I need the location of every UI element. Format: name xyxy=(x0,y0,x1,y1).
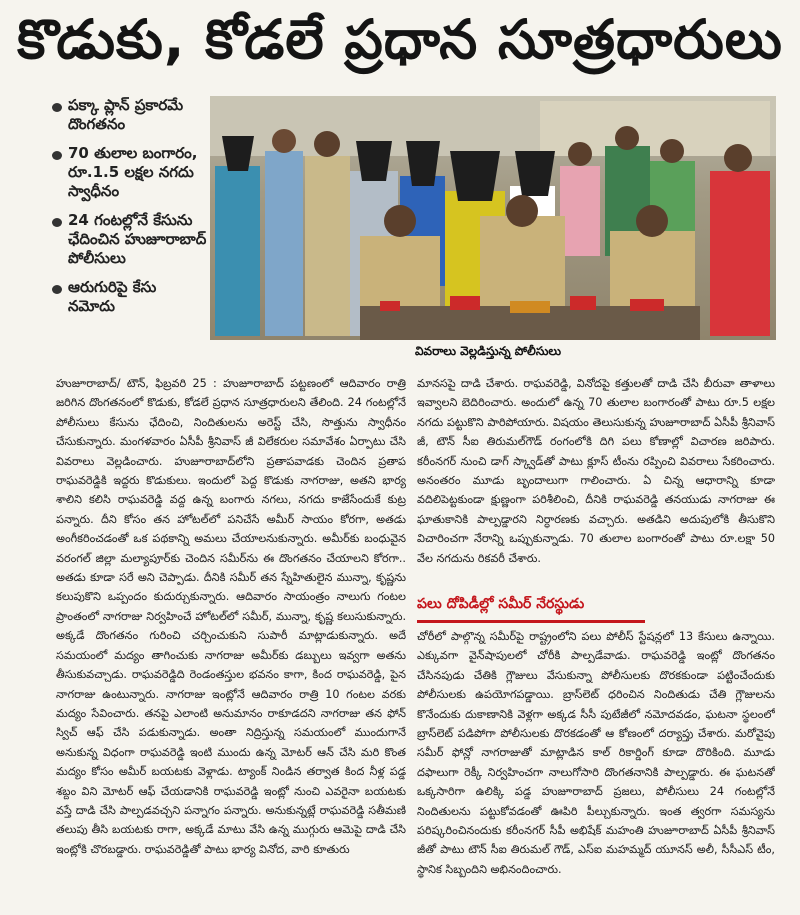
highlight-text: 24 గంటల్లోనే కేసును ఛేదించిన హుజూరాబాద్ పోలీసులు xyxy=(68,211,207,267)
article-paragraph: హుజూరాబాద్/ టౌన్, ఫిబ్రవరి 25 : హుజూరాబాద్ పట్టణంలో ఆదివారం రాత్రి జరిగిన దొంగతనంలో కొడుకు, కోడలే ప్రధాన సూత్రధారులని తేలింది. 24 గంటల్లోనే పోలీసులు కేసును ఛేదించి, నిందితులను అరెస్ట్ చేసి, సొత్తును స్వాధీనం చేసుకున్నారు. మంగళవారం ఏసీపీ శ్రీనివాస్ జీ విలేకరుల సమావేశం ఏర్పాటు చేసి వివరాలు వెల్లడించారు. హుజూరాబాద్‌లోని ప్రతాపవాడకు చెందిన ప్రతాప రాఘవరెడ్డికి ఇద్దరు కొడుకులు. ఇందులో పెద్ద కొడుకు నాగరాజు, అతని భార్య శాలిని కలిసి రాఘవరెడ్డి వద్ద ఉన్న బంగారు నగలు, నగదు కాజేసేందుకే కుట్ర పన్నారు. దీని కోసం తన హోటల్‌లో పనిచేసే అమీర్ సాయం కోరగా, అతడు అంగీకరించడంతో ఒక పథకాన్ని అమలు చేయాలనుకున్నారు. అమీర్‌కు బంధువైన వరంగల్ జిల్లా మల్యాపూర్‌కు చెందిన సమీర్‌ను ఈ దొంగతనం చేయాలని కోరగా.. అతడు కూడా సరే అని చెప్పాడు. దీనికి సమీర్ తన స్నేహితులైన మున్నా, కృష్ణను కలుపుకొని ఒప్పందం కుదుర్చుకున్నారు. ఆదివారం సాయంత్రం నాలుగు గంటల ప్రాంతంలో నాగరాజు నిర్వహించే హోటల్‌లో సమీర్, మున్నా, కృష్ణ కలుసుకున్నారు. అక్కడే దొంగతనం గురించి చర్చించుకుని సుపారీ మాట్లాడుకున్నారు. అదే సమయంలో మద్యం తాగించుకు నాగరాజు అమీర్‌కు డబ్బులు ఇవ్వగా అతను తీసుకువచ్చాడు. రాఘవరెడ్డిది రెండంతస్తుల భవనం కాగా, కింద రాఘవరెడ్డి, పైన నాగరాజు ఉంటున్నారు. నాగరాజు ఇంట్లోనే ఆదివారం రాత్రి 10 గంటల వరకు మద్యం సేవించారు. తనపై ఎలాంటి అనుమానం రాకూడదని నాగరాజు తన ఫోన్ స్విచ్ ఆఫ్ చేసి పడుకున్నాడు. అంతా నిద్రిస్తున్న సమయంలో ముందుగానే అనుకున్న విధంగా రాఘవరెడ్డి ఇంటి ముందు ఉన్న మోటర్ ఆన్ చేసి మరి కొంత మద్యం కోసం అమీర్ బయటకు వెళ్లాడు. ట్యాంక్ నిండిన తర్వాత కింద నీళ్ల పడ్డ శబ్దం విని మోటర్ ఆఫ్ చేయడానికి రాఘవరెడ్డి ఇంట్లో నుంచి ఎవరైనా బయటకు వస్తే దాడి చేసి పాల్పడవచ్చని పన్నాగం పన్నారు. అనుకున్నట్లే రాఘవరెడ్డి సతీమణి తలుపు తీసి బయటకు రాగా, అక్కడే మాటు వేసి ఉన్న ముగ్గురు ఆమెపై దాడి చేసి ఇంట్లోకి చొరబడ్డారు. రాఘవరెడ్డితో పాటు భార్య వినోద, వారి కూతురు xyxy=(56,377,406,856)
bullet-icon xyxy=(52,285,62,294)
subheading-underline xyxy=(417,620,645,623)
bullet-icon xyxy=(52,218,62,227)
press-meet-photo-illustration xyxy=(210,96,776,340)
highlight-item xyxy=(52,211,207,268)
bullet-icon xyxy=(52,103,62,112)
subheading: పలు దోపిడీల్లో సమీర్ నేరస్థుడు xyxy=(417,596,585,612)
news-photo xyxy=(210,96,776,340)
highlight-text: ఆరుగురిపై కేసు నమోదు xyxy=(68,278,157,315)
headline: కొడుకు, కోడలే ప్రధాన సూత్రధారులు xyxy=(17,7,783,71)
highlight-item xyxy=(52,96,207,134)
highlight-item xyxy=(52,278,207,316)
article-column-2 xyxy=(417,374,775,592)
photo-caption: వివరాలు వెల్లడిస్తున్న పోలీసులు xyxy=(415,344,562,358)
article-column-1 xyxy=(56,374,406,912)
article-column-3 xyxy=(417,627,775,913)
article-paragraph: చోరీలో పాల్గొన్న సమీర్‌పై రాష్ట్రంలోని పలు పోలీస్ స్టేషన్లలో 13 కేసులు ఉన్నాయి. ఎక్కువగా వైన్‌షాపులలో చోరీకి పాల్పడేవాడు. రాఘవరెడ్డి ఇంట్లో దొంగతనం చేసినపుడు చేతికి గ్లౌజులు వేసుకున్నా పోలీసులకు దొరకకుండా పట్టించేందుకు పోలీసులకు ఉపయోగపడ్డాయి. బ్రాస్‌లెట్ ధరించిన నిందితుడు చేతి గ్లౌజులను కొనేందుకు దుకాణానికి వెళ్లగా అక్కడ సీసీ పుటేజీలో నమోదవడం, ఘటనా స్థలంలో బ్రాస్‌లెట్ పడిపోగా పోలీసులకు దొరకడంతో ఆ కోణంలో దర్యాప్తు చేశారు. మరోవైపు సమీర్ ఫోన్లో నాగరాజుతో మాట్లాడిన కాల్ రికార్డింగ్ కూడా దొరికింది. మూడు దఫాలుగా రెక్కీ నిర్వహించగా నాలుగోసారి దొంగతనానికి పాల్పడ్డారు. ఈ ఘటనతో ఒక్కసారిగా ఉలిక్కి పడ్డ హుజూరాబాద్ ప్రజలు, పోలీసులు 24 గంటల్లోనే నిందితులను పట్టుకోవడంతో ఊపిరి పీల్చుకున్నారు. ఇంత త్వరగా సమస్యను పరిష్కరించినందుకు కరీంనగర్ సీపీ అభిషేక్ మహంతి హుజూరాబాద్ ఏసీపీ శ్రీనివాస్ జీతో పాటు టౌన్ సీఐ తిరుమల్ గౌడ్, ఎస్ఐ మహమ్మద్ యూనస్ అలీ, సీసీఎస్ టీం, స్థానిక సిబ్బందిని అభినందించారు. xyxy=(417,630,775,876)
bullet-icon xyxy=(52,151,62,160)
highlight-item xyxy=(52,144,207,201)
article-paragraph: మానసపై దాడి చేశారు. రాఘవరెడ్డి, వినోదపై కత్తులతో దాడి చేసి బీరువా తాళాలు ఇవ్వాలని బెదిరించారు. అందులో ఉన్న 70 తులాల బంగారంతో పాటు రూ.5 లక్షల నగదు పట్టుకొని పారిపోయారు. విషయం తెలుసుకున్న హుజూరాబాద్ ఏసీపీ శ్రీనివాస్ జీ, టౌన్ సీఐ తిరుమల్‌గౌడ్ రంగంలోకి దిగి పలు కోణాల్లో విచారణ జరిపారు. కరీంనగర్ నుంచి డాగ్ స్క్వాడ్‌తో పాటు క్లూస్ టీంను రప్పించి వివరాలు సేకరించారు. అనంతరం మూడు బృందాలుగా గాలించారు. ఏ చిన్న ఆధారాన్ని కూడా వదిలిపెట్టకుండా క్షుణ్ణంగా పరిశీలించి, దీనికి రాఘవరెడ్డి తనయుడు నాగరాజు ఈ ఘాతుకానికి పాల్పడ్డారని నిర్ధారణకు వచ్చారు. అతడిని అదుపులోకి తీసుకొని విచారించగా నేరాన్ని ఒప్పుకున్నాడు. 70 తులాల బంగారంతో పాటు రూ.లక్షా 50 వేల నగదును రికవరీ చేశారు. xyxy=(417,377,775,565)
highlight-text: 70 తులాల బంగారం, రూ.1.5 లక్షల నగదు స్వాధీనం xyxy=(68,144,198,200)
highlight-text: పక్కా ప్లాన్ ప్రకారమే దొంగతనం xyxy=(68,96,184,133)
highlights-list xyxy=(52,96,207,372)
